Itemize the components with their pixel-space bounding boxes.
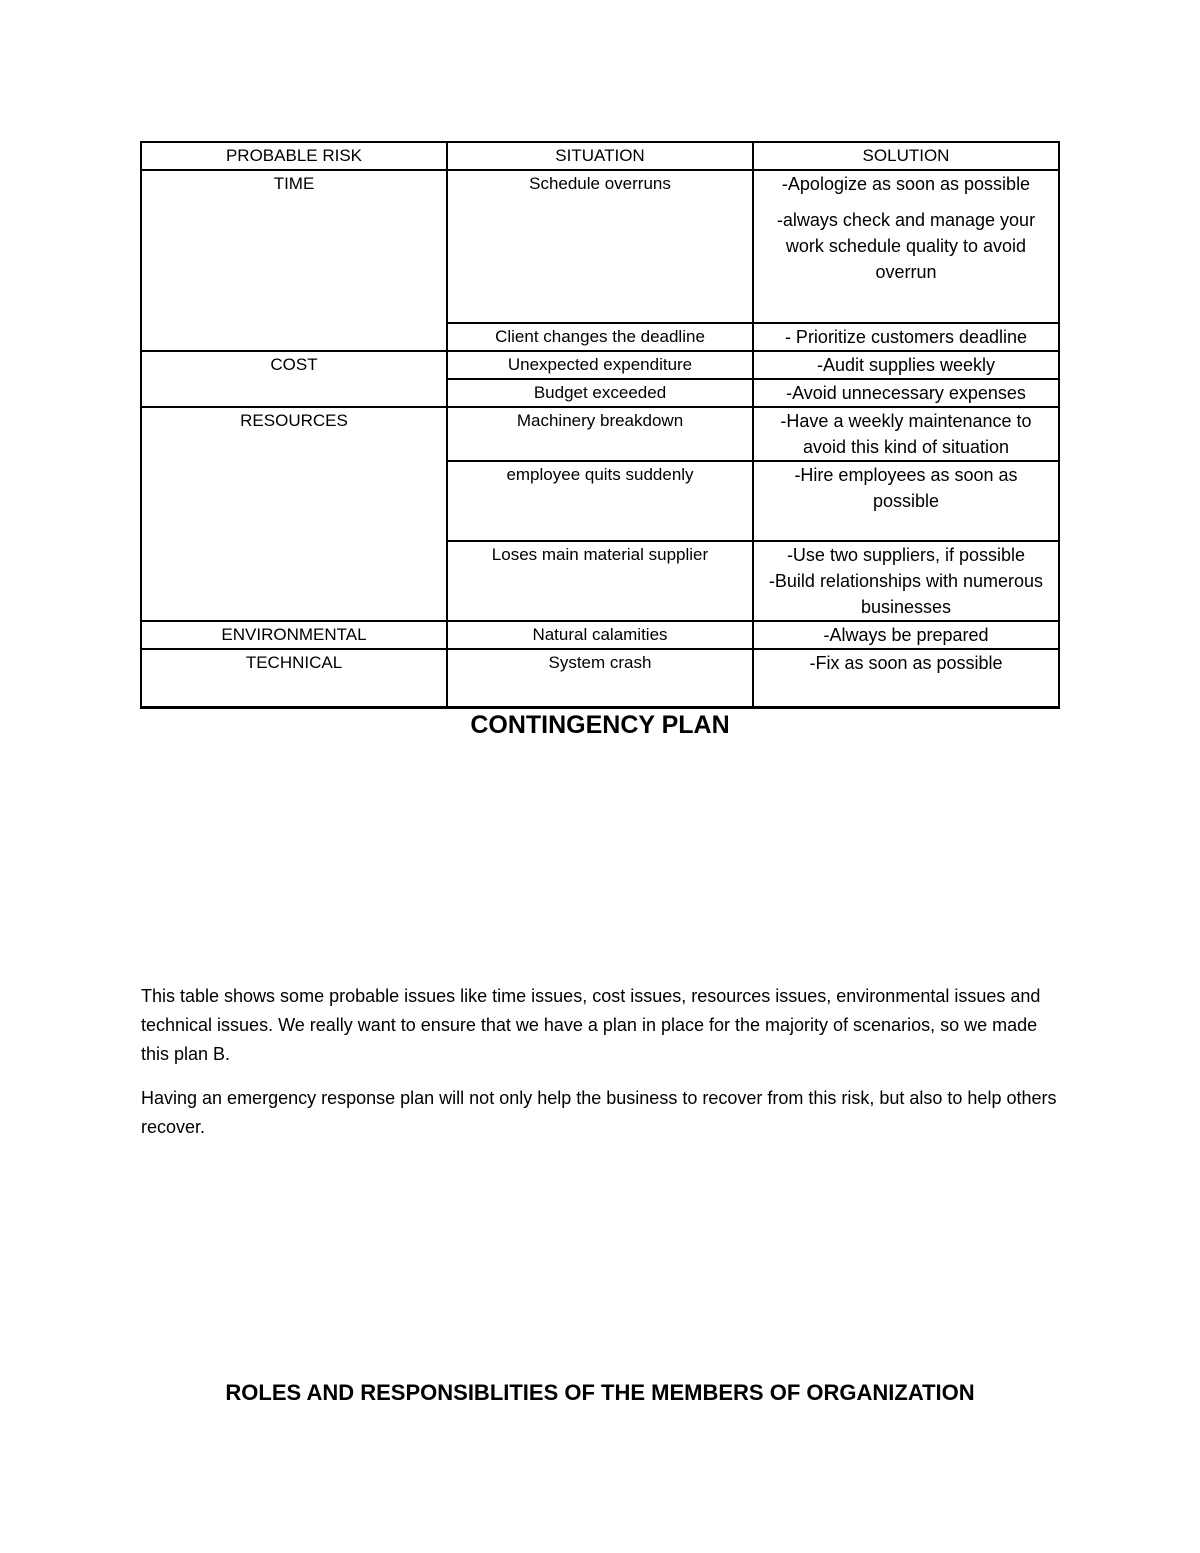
situation-cell: Client changes the deadline <box>447 323 753 351</box>
section-title: ROLES AND RESPONSIBLITIES OF THE MEMBERS OF ORGANIZATION <box>225 1380 975 1405</box>
situation-cell: Budget exceeded <box>447 379 753 407</box>
table-header-row <box>141 142 1059 170</box>
risk-cell-time: TIME <box>141 170 447 351</box>
solution-line: -Use two suppliers, if possible <box>786 545 1026 565</box>
page-title: CONTINGENCY PLAN <box>470 711 730 739</box>
solution-line: -Build relationships with numerous businesses <box>768 571 1044 617</box>
paragraph: Having an emergency response plan will not only help the business to recover from this risk, but also to help others recover. <box>141 1088 1057 1137</box>
solution-cell <box>753 379 1059 407</box>
table-row <box>141 351 1059 379</box>
risk-cell-environmental: ENVIRONMENTAL <box>141 621 447 649</box>
solution-line: -Fix as soon as possible <box>809 653 1003 673</box>
situation-cell: System crash <box>447 649 753 707</box>
solution-cell <box>753 461 1059 541</box>
table-row <box>141 621 1059 649</box>
risk-cell-cost: COST <box>141 351 447 407</box>
risk-cell-technical: TECHNICAL <box>141 649 447 707</box>
solution-cell <box>753 621 1059 649</box>
solution-cell <box>753 351 1059 379</box>
situation-cell: Natural calamities <box>447 621 753 649</box>
situation-cell: employee quits suddenly <box>447 461 753 541</box>
solution-line: -Apologize as soon as possible <box>781 174 1031 194</box>
solution-line: -Avoid unnecessary expenses <box>786 383 1026 403</box>
table-row <box>141 170 1059 323</box>
solution-line: - Prioritize customers deadline <box>784 327 1028 347</box>
solution-line: -Have a weekly maintenance to avoid this kind of situation <box>780 411 1032 457</box>
risk-cell-resources: RESOURCES <box>141 407 447 621</box>
solution-line: -Audit supplies weekly <box>816 355 996 375</box>
solution-cell <box>753 541 1059 621</box>
solution-line: -Always be prepared <box>823 625 989 645</box>
solution-line: -always check and manage your work schedule quality to avoid overrun <box>776 210 1036 282</box>
header-solution: SOLUTION <box>753 142 1059 170</box>
situation-cell: Machinery breakdown <box>447 407 753 461</box>
contingency-table <box>140 141 1060 709</box>
table-row <box>141 649 1059 707</box>
solution-cell <box>753 170 1059 323</box>
solution-cell <box>753 649 1059 707</box>
header-situation: SITUATION <box>447 142 753 170</box>
solution-cell <box>753 323 1059 351</box>
paragraph: This table shows some probable issues like time issues, cost issues, resources issues, environmental issues and technical issues. We really want to ensure that we have a plan in place for the majority of scenarios, so we made this plan B. <box>141 986 1041 1064</box>
solution-line: -Hire employees as soon as possible <box>794 465 1018 511</box>
solution-cell <box>753 407 1059 461</box>
situation-cell: Unexpected expenditure <box>447 351 753 379</box>
table-row <box>141 407 1059 461</box>
header-probable-risk: PROBABLE RISK <box>141 142 447 170</box>
situation-cell: Loses main material supplier <box>447 541 753 621</box>
situation-cell: Schedule overruns <box>447 170 753 323</box>
